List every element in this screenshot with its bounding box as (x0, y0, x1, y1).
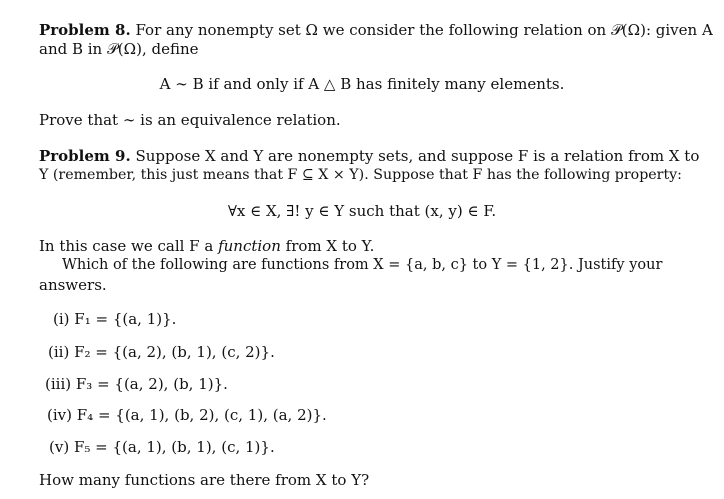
item-number: (ii) (48, 343, 70, 361)
item-number: (iii) (45, 375, 72, 393)
item-text: F₄ = {(a, 1), (b, 2), (c, 1), (a, 2)}. (76, 406, 327, 424)
list-item (47, 406, 327, 425)
problem8-prove-statement: Prove that ∼ is an equivalence relation. (39, 111, 341, 129)
item-text: F₂ = {(a, 2), (b, 1), (c, 2)}. (74, 343, 275, 361)
list-item (48, 343, 275, 362)
problem9-which-question: Which of the following are functions from X = {a, b, c} to Y = {1, 2}. Justify your (62, 257, 663, 273)
problem9-answers-word: answers. (39, 276, 107, 294)
function-def-suffix: from X to Y. (280, 237, 375, 255)
problem8-display-equation: A ∼ B if and only if A △ B has finitely many elements. (159, 75, 565, 93)
problem9-text-line1: Suppose X and Y are nonempty sets, and suppose F is a relation from X to (135, 147, 700, 165)
item-text: F₁ = {(a, 1)}. (74, 310, 177, 328)
problem9-display-equation: ∀x ∈ X, ∃! y ∈ Y such that (x, y) ∈ F. (227, 202, 497, 220)
item-number: (iv) (47, 406, 72, 424)
problem9-final-question: How many functions are there from X to Y? (39, 471, 370, 489)
problem9-function-definition (39, 237, 374, 256)
list-item (45, 375, 228, 394)
problem9-heading: Problem 9. (39, 147, 131, 165)
problem8-heading: Problem 8. (39, 21, 131, 39)
function-def-word: function (218, 237, 281, 255)
item-number: (v) (49, 438, 70, 456)
problem9-line1 (39, 147, 699, 166)
problem9-text-line2: Y (remember, this just means that F ⊆ X × Y). Suppose that F has the following property: (39, 167, 682, 183)
problem8-text-line1: For any nonempty set Ω we consider the following relation on 𝒫(Ω): given A (135, 21, 713, 39)
item-number: (i) (53, 310, 70, 328)
problem8-text-line2: and B in 𝒫(Ω), define (39, 40, 199, 58)
item-text: F₅ = {(a, 1), (b, 1), (c, 1)}. (73, 438, 275, 456)
function-def-prefix: In this case we call F a (39, 237, 219, 255)
list-item (53, 310, 176, 329)
item-text: F₃ = {(a, 2), (b, 1)}. (75, 375, 228, 393)
problem8-line1 (39, 21, 713, 40)
list-item (49, 438, 275, 457)
